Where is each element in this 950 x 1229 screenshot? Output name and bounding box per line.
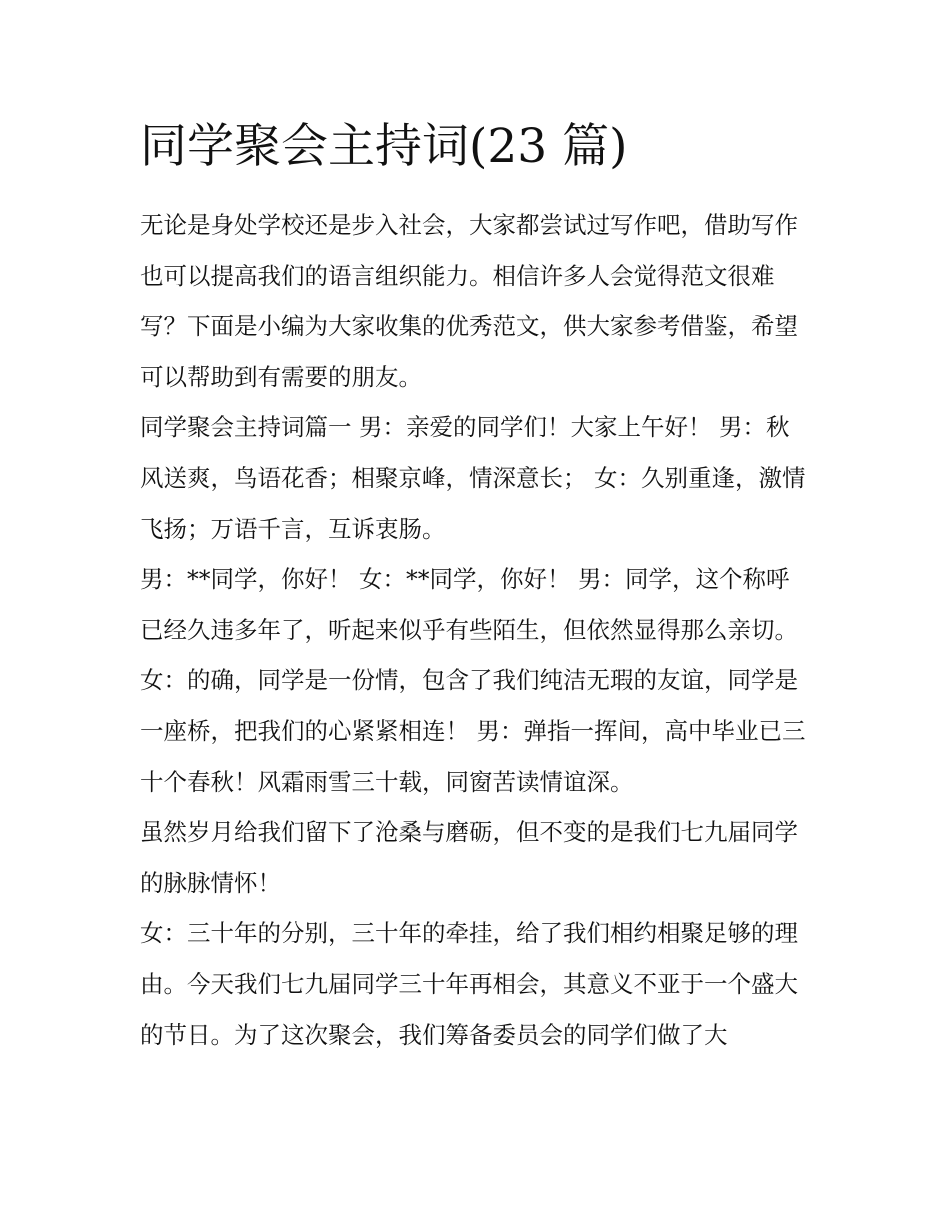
document-title: 同学聚会主持词(23 篇) — [140, 119, 628, 174]
document-body — [140, 200, 812, 1060]
paragraph: 女：三十年的分别，三十年的牵挂，给了我们相约相聚足够的理由。今天我们七九届同学三十年再相会，其意义不亚于一个盛大的节日。为了这次聚会，我们筹备委员会的同学们做了大 — [140, 919, 798, 1049]
paragraph: 男：**同学，你好！ 女：**同学，你好！ 男：同学，这个称呼已经久违多年了，听起来似乎有些陌生，但依然显得那么亲切。 — [140, 565, 798, 644]
paragraph: 同学聚会主持词篇一 男：亲爱的同学们！大家上午好！ 男：秋风送爽，鸟语花香；相聚京峰，情深意长； 女：久别重逢，激情飞扬；万语千言，互诉衷肠。 — [140, 413, 806, 543]
paragraph: 女：的确，同学是一份情，包含了我们纯洁无瑕的友谊，同学是一座桥，把我们的心紧紧相连！ 男：弹指一挥间，高中毕业已三十个春秋！风霜雨雪三十载，同窗苦读情谊深。 — [140, 666, 806, 796]
paragraph: 虽然岁月给我们留下了沧桑与磨砺，但不变的是我们七九届同学的脉脉情怀！ — [140, 818, 798, 897]
paragraph: 无论是身处学校还是步入社会，大家都尝试过写作吧，借助写作也可以提高我们的语言组织能力。相信许多人会觉得范文很难写？下面是小编为大家收集的优秀范文，供大家参考借鉴，希望可以帮助到有需要的朋友。 — [140, 211, 798, 391]
